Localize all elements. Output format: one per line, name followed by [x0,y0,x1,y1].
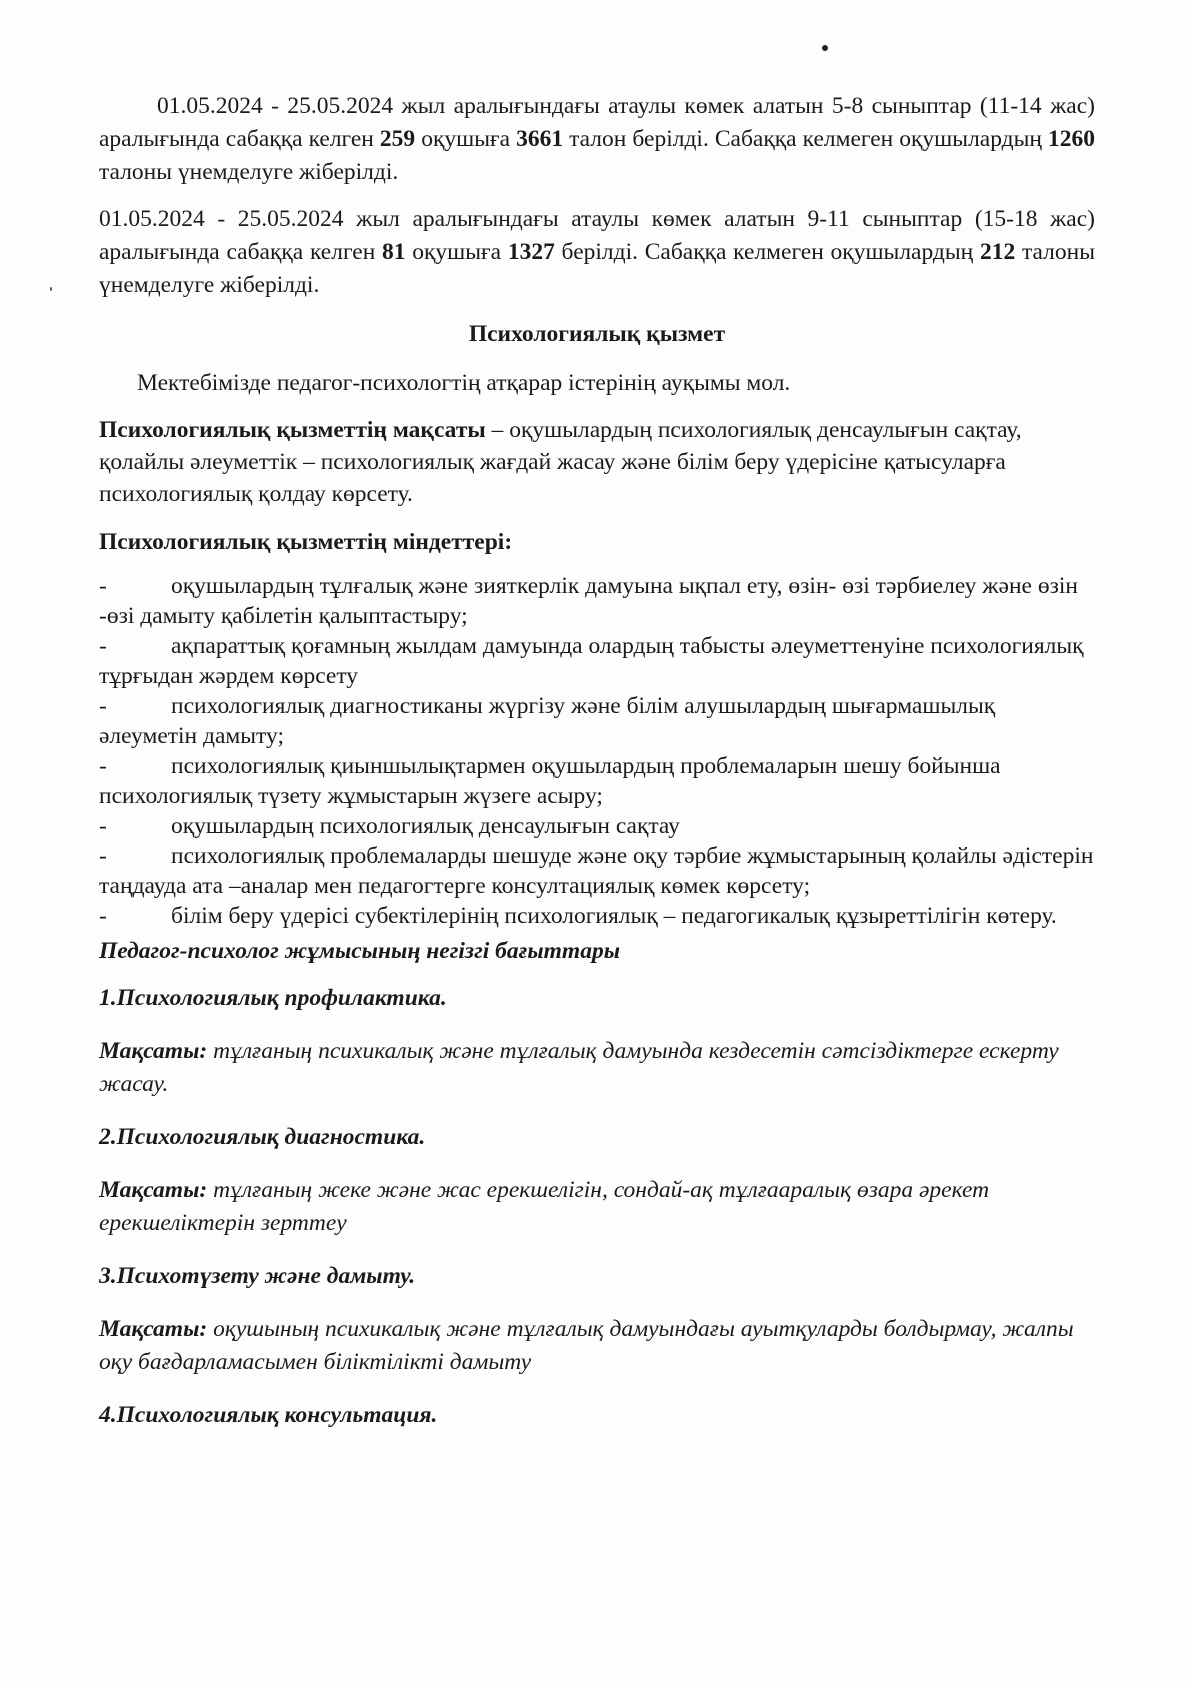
count-coupons-9-11: 1327 [507,239,555,265]
direction-heading: 3.Психотүзету және дамыту. [99,1263,416,1289]
count-saved-9-11: 212 [979,239,1016,265]
count-students-5-8: 259 [379,126,416,152]
directions-title: Педагог-психолог жұмысының негізгі бағыттары [99,938,621,964]
count-students-9-11: 81 [382,239,406,265]
section-title: Психологиялық қызмет [468,321,726,347]
list-dash: - [99,753,107,779]
goal-paragraph [99,414,1095,510]
list-dash: - [99,693,107,719]
list-item: - білім беру үдерісі субектілерінің психологиялық – педагогикалық құзыреттілігін көтеру. [99,903,1057,929]
count-saved-5-8: 1260 [1048,126,1096,152]
list-item: - психологиялық диагностиканы жүргізу және білім алушылардың шығармашылық әлеуметін дамыту; [99,693,996,749]
paragraph-grades-9-11: 01.05.2024 - 25.05.2024 жыл аралығындағы атаулы көмек алатын 9-11 сыныптар (15-18 жас) аралығында сабаққа келген 81 оқушыға 1327 берілді. Сабаққа келмеген оқушылардың 212 талоны үнемделуге жіберілді. [99,206,1095,298]
list-item: - ақпараттық қоғамның жылдам дамуында олардың табысты әлеуметтенуіне психологиялық тұрғыдан жәрдем көрсету [99,633,1084,689]
goal-text: – оқушылардың психологиялық денсаулығын сақтау, қолайлы әлеуметтік – психологиялық жағдай жасау және білім беру үдерісіне қатысуларға психологиялық қолдау көрсету. [99,417,1022,507]
direction-aim: Мақсаты: тұлғаның психикалық және тұлғалық дамуында кездесетін сәтсіздіктерге ескерту жасау. [99,1038,1059,1097]
list-dash: - [99,843,107,869]
direction-heading: 1.Психологиялық профилактика. [99,985,447,1011]
direction-heading: 4.Психологиялық консультация. [99,1402,438,1428]
goal-label: Психологиялық қызметтің мақсаты [99,417,486,443]
direction-heading: 2.Психологиялық диагностика. [99,1124,426,1150]
list-dash: - [99,903,107,929]
list-item: - оқушылардың тұлғалық және зияткерлік дамуына ықпал ету, өзін- өзі тәрбиелеу және өзін -өзі дамыту қабілетін қалыптастыру; [99,573,1078,629]
list-item: - психологиялық проблемаларды шешуде және оқу тәрбие жұмыстарының қолайлы әдістерін таңдауда ата –аналар мен педагогтерге консултациялық көмек көрсету; [99,843,1094,899]
list-item: - психологиялық қиыншылықтармен оқушылардың проблемаларын шешу бойынша психологиялық түзету жұмыстарын жүзеге асыру; [99,753,1001,809]
list-dash: - [99,573,107,599]
direction-aim: Мақсаты: оқушының психикалық және тұлғалық дамуындағы ауытқуларды болдырмау, жалпы оқу бағдарламасымен біліктілікті дамыту [99,1316,1074,1375]
scan-dot-mark [822,45,828,51]
document-body [99,90,1095,1452]
tasks-list [99,571,1095,931]
intro-text: Мектебімізде педагог-психологтің атқарар істерінің ауқымы мол. [137,370,791,396]
tasks-title: Психологиялық қызметтің міндеттері: [99,529,513,555]
scan-speck-mark [50,287,52,291]
direction-aim: Мақсаты: тұлғаның жеке және жас ерекшелігін, сондай-ақ тұлғааралық өзара әрекет ерекшеліктерін зерттеу [99,1177,990,1236]
list-dash: - [99,813,107,839]
count-coupons-5-8: 3661 [516,126,564,152]
paragraph-grades-5-8: 01.05.2024 - 25.05.2024 жыл аралығындағы атаулы көмек алатын 5-8 сыныптар (11-14 жас) аралығында сабаққа келген 259 оқушыға 3661 талон берілді. Сабаққа келмеген оқушылардың 1260 талоны үнемделуге жіберілді. [99,93,1096,185]
list-item: - оқушылардың психологиялық денсаулығын сақтау [99,813,680,839]
list-dash: - [99,633,107,659]
